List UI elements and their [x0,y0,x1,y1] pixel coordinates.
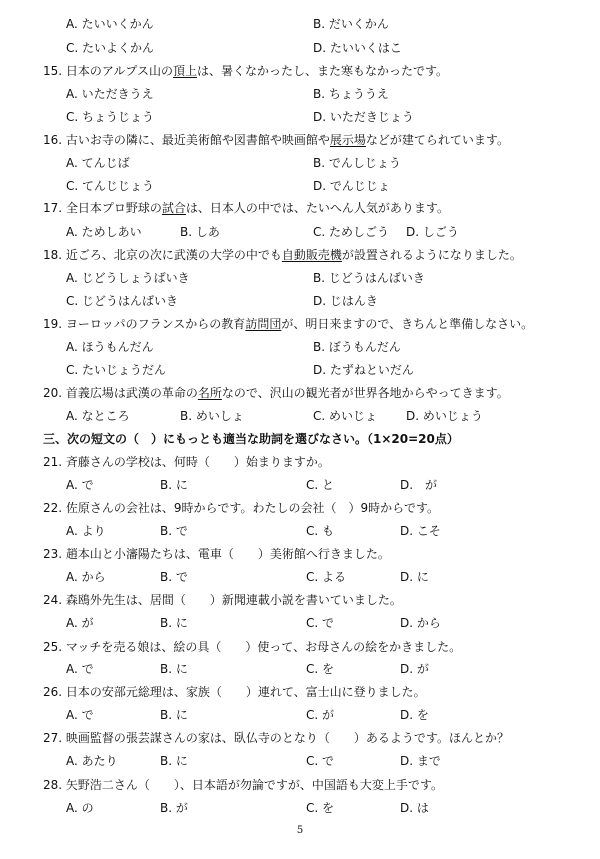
answer-option: C. たいよくかん [66,41,155,55]
options-row [0,176,600,196]
answer-option: A. ほうもんだん [66,340,154,354]
question-text [43,130,509,150]
answer-option: A. たいいくかん [66,17,154,31]
underlined-term: 試合 [161,201,186,215]
options-row [0,38,600,58]
answer-option: B. に [160,662,188,676]
options-row [0,751,600,771]
answer-option: B. じどうはんばいき [313,271,425,285]
question-row [0,728,600,748]
question-text-part: 18. 近ごろ、北京の次に武漢の大学の中でも [43,248,282,262]
answer-option: A. じどうしょうばいき [66,271,190,285]
question-text [43,452,330,472]
question-row [0,775,600,795]
question-text-part: 16. 古いお寺の隣に、最近美術館や図書館や映画館や [43,133,330,147]
question-text-part: 20. 首義広場は武漢の革命の [43,386,198,400]
question-row [0,544,600,564]
answer-option: B. に [160,616,188,630]
question-text-part: 26. 日本の安部元総理は、家族（ ）連れて、富士山に登りました。 [43,685,426,699]
question-text-part: 19. ヨーロッパのフランスからの教育 [43,317,246,331]
question-text [43,383,509,403]
underlined-term: 展示場 [329,133,366,147]
question-row [0,314,600,334]
answer-option: B. で [160,570,188,584]
section-heading-row [0,429,600,449]
question-text-part: 27. 映画監督の張芸謀さんの家は、臥仏寺のとなり（ ）あるようです。ほんとか？ [43,731,509,745]
answer-option: C. たいじょうだん [66,363,167,377]
section-heading [43,429,459,449]
options-row [0,705,600,725]
question-text [43,590,402,610]
question-text [43,498,439,518]
answer-option: B. しあ [180,225,220,239]
answer-option: A. てんじば [66,156,130,170]
answer-option: D. を [400,708,429,722]
options-row [0,659,600,679]
answer-option: C. ちょうじょう [66,110,155,124]
options-row [0,360,600,380]
question-text-part: などが建てられています。 [365,133,509,147]
answer-option: C. ためしごう [313,225,390,239]
answer-option: D. たいいくはこ [313,41,402,55]
answer-option: D. まで [400,754,441,768]
underlined-term: 自動販売機 [281,248,342,262]
question-text [43,728,509,748]
question-text [43,314,533,334]
answer-option: D. たずねといだん [313,363,414,377]
options-row [0,14,600,34]
answer-option: C. が [306,708,335,722]
answer-option: B. めいしょ [180,409,244,423]
question-row [0,130,600,150]
question-row [0,452,600,472]
answer-option: C. と [306,478,335,492]
answer-option: C. よる [306,570,347,584]
options-row [0,268,600,288]
answer-option: C. を [306,801,335,815]
answer-option: A. で [66,478,94,492]
question-text-part: 17. 全日本プロ野球の [43,201,162,215]
question-row [0,498,600,518]
answer-option: B. でんしじょう [313,156,401,170]
options-row [0,475,600,495]
answer-option: B. で [160,524,188,538]
options-row [0,521,600,541]
question-row [0,637,600,657]
options-row [0,567,600,587]
answer-option: D. から [400,616,441,630]
options-row [0,337,600,357]
answer-option: A. から [66,570,106,584]
question-text-part: 23. 趙本山と小瀋陽たちは、電車（ ）美術館へ行きました。 [43,547,390,561]
answer-option: B. が [160,801,188,815]
answer-option: A. で [66,708,94,722]
question-text-part: 28. 矢野浩二さん（ ）、日本語が勿論ですが、中国語も大変上手です。 [43,778,443,792]
answer-option: C. も [306,524,335,538]
answer-option: D. めいじょう [406,409,483,423]
answer-option: A. で [66,662,94,676]
question-row [0,245,600,265]
options-row [0,107,600,127]
question-text [43,775,443,795]
options-row [0,222,600,242]
question-text-part: 22. 佐原さんの会社は、9時からです。わたしの会社（ ）9時からです。 [43,501,440,515]
answer-option: B. ちょううえ [313,87,389,101]
answer-option: D. が [400,662,429,676]
answer-option: B. に [160,754,188,768]
question-text-part: が、明日来ますので、きちんと準備しなさい。 [281,317,534,331]
answer-option: C. めいじょ [313,409,378,423]
question-row [0,61,600,81]
answer-option: C. を [306,662,335,676]
answer-option: D. が [400,478,438,492]
question-text-part: 21. 斉藤さんの学校は、何時（ ）始まりますか。 [43,455,330,469]
answer-option: D. こそ [400,524,441,538]
answer-option: D. に [400,570,429,584]
question-row [0,383,600,403]
question-row [0,682,600,702]
answer-option: A. より [66,524,106,538]
question-text [43,245,522,265]
options-row [0,291,600,311]
question-text [43,682,426,702]
answer-option: D. しごう [406,225,459,239]
answer-option: C. てんじじょう [66,179,155,193]
underlined-term: 名所 [197,386,222,400]
options-row [0,613,600,633]
question-text-part: 三、次の短文の（ ）にもっとも適当な助詞を選びなさい。（1×20=20点） [43,432,459,446]
question-text-part: 24. 森鴎外先生は、居間（ ）新聞連載小説を書いていました。 [43,593,402,607]
answer-option: B. ぼうもんだん [313,340,401,354]
options-row [0,406,600,426]
options-row [0,798,600,818]
question-row [0,198,600,218]
answer-option: B. に [160,708,188,722]
answer-option: C. で [306,616,335,630]
question-text-part: は、日本人の中では、たいへん人気があります。 [185,201,449,215]
answer-option: D. は [400,801,429,815]
answer-option: D. いただきじょう [313,110,414,124]
question-text-part: 15. 日本のアルプス山の [43,64,173,78]
question-text [43,544,390,564]
page-number: 5 [296,825,304,836]
answer-option: C. じどうはんばいき [66,294,179,308]
answer-option: A. の [66,801,94,815]
question-text-part: は、暑くなかったし、また寒もなかったです。 [196,64,449,78]
options-row [0,153,600,173]
question-text [43,61,448,81]
question-text-part: が設置されるようになりました。 [341,248,522,262]
answer-option: A. なところ [66,409,130,423]
answer-option: D. じはんき [313,294,378,308]
answer-option: D. でんじじょ [313,179,390,193]
question-row [0,590,600,610]
question-text [43,637,461,657]
question-text [43,198,449,218]
underlined-term: 訪問団 [245,317,282,331]
answer-option: A. あたり [66,754,118,768]
answer-option: C. で [306,754,335,768]
answer-option: A. いただきうえ [66,87,154,101]
question-text-part: なので、沢山の観光者が世界各地からやってきます。 [221,386,509,400]
answer-option: B. だいくかん [313,17,389,31]
underlined-term: 頂上 [172,64,197,78]
options-row [0,84,600,104]
answer-option: B. に [160,478,188,492]
question-text-part: 25. マッチを売る娘は、絵の具（ ）使って、お母さんの絵をかきました。 [43,640,462,654]
answer-option: A. が [66,616,94,630]
answer-option: A. ためしあい [66,225,142,239]
